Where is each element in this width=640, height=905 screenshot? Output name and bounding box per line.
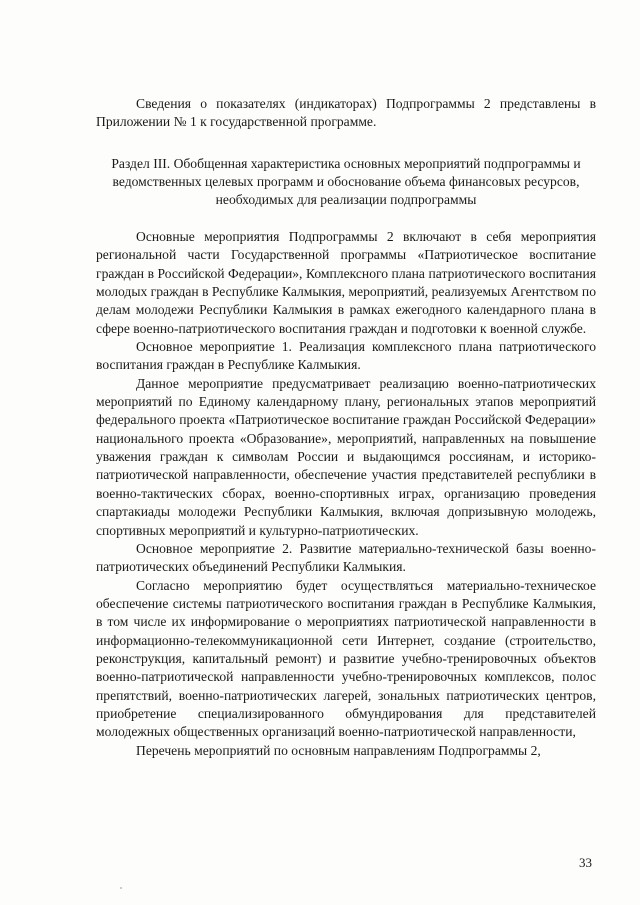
paragraph-activity-1-title: Основное мероприятие 1. Реализация комплексного плана патриотического воспитания граждан в Республике Калмыкия.	[96, 339, 596, 373]
section-title: Раздел III. Обобщенная характеристика основных мероприятий подпрограммы и ведомственных целевых программ и обоснование объема финансовых ресурсов, необходимых для реализации подпрограммы	[111, 156, 581, 207]
scan-speck	[120, 887, 122, 889]
page-number: 33	[579, 855, 592, 870]
intro-paragraph: Сведения о показателях (индикаторах) Подпрограммы 2 представлены в Приложении № 1 к государственной программе.	[96, 96, 596, 129]
paragraph-activity-2-title: Основное мероприятие 2. Развитие материально-технической базы военно-патриотических объединений Республики Калмыкия.	[96, 540, 596, 575]
paragraph-activity-2-desc: Согласно мероприятию будет осуществляться материально-техническое обеспечение системы патриотического воспитания граждан в Республике Калмыкия, в том числе их информирование о мероприятиях патриотической направленности в информационно-телекоммуникационной сети Интернет, создание (строительство, реконструкция, капитальный ремонт) и развитие учебно-тренировочных объектов военно-патриотической направленности учебно-тренировочных комплексов, полос препятствий, военно-патриотических лагерей, зональных патриотических центров, приобретение специализированного обмундирования для представителей молодежных общественных организаций военно-патриотической направленности,	[96, 577, 596, 740]
paragraph-main-activities: Основные мероприятия Подпрограммы 2 включают в себя мероприятия региональной части Государственной программы «Патриотическое воспитание граждан в Российской Федерации», Комплексного плана патриотического воспитания молодых граждан в Республике Калмыкия, мероприятий, реализуемых Агентством по делам молодежи Республики Калмыкия в рамках ежегодного календарного плана в сфере военно-патриотического воспитания граждан и подготовки к военной службе.	[96, 229, 596, 336]
paragraph-activity-1-desc: Данное мероприятие предусматривает реализацию военно-патриотических мероприятий по Единому календарному плану, региональных этапов мероприятий федерального проекта «Патриотическое воспитание граждан Российской Федерации» национального проекта «Образование», мероприятий, направленных на повышение уважения граждан к символам России и выдающимся россиянам, и историко-патриотической направленности, обеспечение участия представителей республики в военно-тактических сборах, военно-спортивных играх, организацию проведения спартакиады молодежи Республики Калмыкия, включая допризывную молодежь, спортивных мероприятий и культурно-патриотических.	[96, 375, 596, 538]
paragraph-list-intro: Перечень мероприятий по основным направлениям Подпрограммы 2,	[136, 742, 541, 758]
body-text	[96, 228, 596, 760]
